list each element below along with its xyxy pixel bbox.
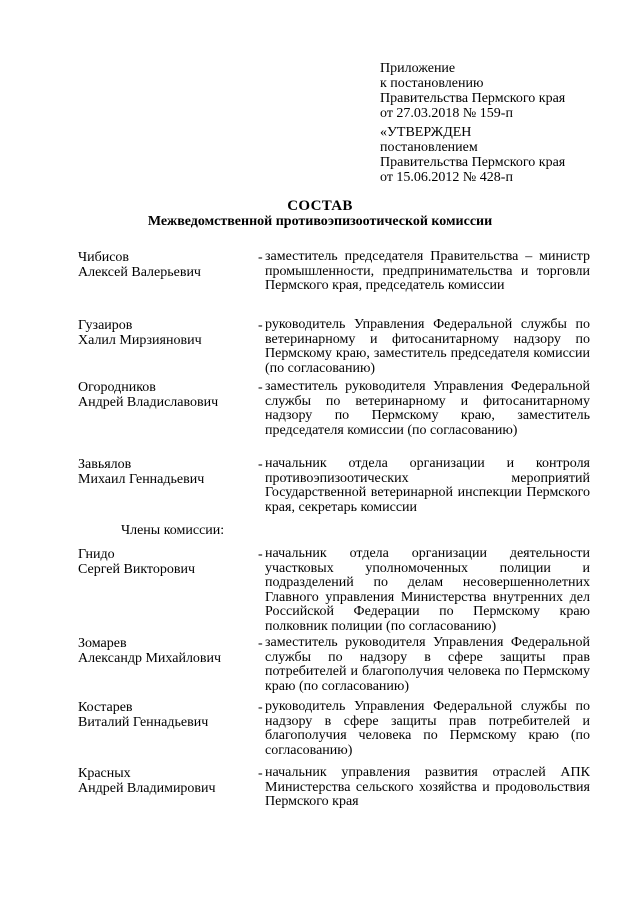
member-surname: Завьялов [78, 457, 132, 472]
member-name [78, 766, 256, 796]
member-name [78, 547, 256, 577]
member-given-name: Андрей Владимирович [78, 781, 216, 796]
member-name [78, 457, 256, 487]
member-surname: Зомарев [78, 636, 127, 651]
member-surname: Костарев [78, 700, 133, 715]
approved-line: «УТВЕРЖДЕН [380, 125, 472, 140]
member-role: начальник управления развития отраслей АПК Министерства сельского хозяйства и продовольствия Пермского края [265, 765, 590, 810]
member-role: заместитель руководителя Управления Федеральной службы по ветеринарному и фитосанитарному надзору по Пермскому краю, заместитель председателя комиссии (по согласованию) [265, 379, 590, 438]
approved-line: постановлением [380, 140, 478, 155]
member-name [78, 700, 256, 730]
annex-line: Приложение [380, 61, 456, 76]
member-surname: Чибисов [78, 250, 130, 265]
approved-line: Правительства Пермского края [380, 155, 566, 170]
dash-separator: - [258, 766, 263, 781]
member-given-name: Алексей Валерьевич [78, 265, 201, 280]
member-name [78, 380, 256, 410]
member-surname: Гузаиров [78, 318, 133, 333]
member-surname: Красных [78, 766, 131, 781]
dash-separator: - [258, 250, 263, 265]
members-heading: Члены комиссии: [121, 523, 225, 538]
dash-separator: - [258, 547, 263, 562]
member-role: заместитель руководителя Управления Федеральной службы по надзору в сфере защиты прав потребителей и благополучия человека по Пермскому краю (по согласованию) [265, 635, 590, 694]
member-name [78, 250, 256, 280]
dash-separator: - [258, 700, 263, 715]
approved-line: от 15.06.2012 № 428-п [380, 170, 513, 185]
dash-separator: - [258, 318, 263, 333]
annex-block [380, 61, 630, 121]
annex-line: Правительства Пермского края [380, 91, 566, 106]
member-given-name: Андрей Владиславович [78, 395, 219, 410]
member-given-name: Михаил Геннадьевич [78, 472, 205, 487]
member-surname: Гнидо [78, 547, 115, 562]
dash-separator: - [258, 380, 263, 395]
document-subtitle: Межведомственной противоэпизоотической комиссии [147, 214, 493, 229]
annex-line: к постановлению [380, 76, 484, 91]
member-role: руководитель Управления Федеральной службы по ветеринарному и фитосанитарному надзору по Пермскому краю, заместитель председателя комиссии (по согласованию) [265, 317, 590, 376]
dash-separator: - [258, 636, 263, 651]
dash-separator: - [258, 457, 263, 472]
member-surname: Огородников [78, 380, 156, 395]
annex-line: от 27.03.2018 № 159-п [380, 106, 513, 121]
member-role: руководитель Управления Федеральной службы по надзору в сфере защиты прав потребителей и благополучия человека по Пермскому краю (по согласованию) [265, 699, 590, 758]
member-role: начальник отдела организации деятельности участковых уполномоченных полиции и подразделений по делам несовершеннолетних Главного управления Министерства внутренних дел Российской Федерации по Пермскому краю полковник полиции (по согласованию) [265, 546, 590, 634]
member-given-name: Халил Мирзиянович [78, 333, 202, 348]
approved-block [380, 125, 630, 185]
member-given-name: Александр Михайлович [78, 651, 222, 666]
member-given-name: Сергей Викторович [78, 562, 196, 577]
member-role: заместитель председателя Правительства – министр промышленности, предпринимательства и торговли Пермского края, председатель комиссии [265, 249, 590, 294]
member-given-name: Виталий Геннадьевич [78, 715, 209, 730]
member-name [78, 318, 256, 348]
document-title: СОСТАВ [287, 198, 353, 214]
member-name [78, 636, 256, 666]
member-role: начальник отдела организации и контроля противоэпизоотических мероприятий Государственной ветеринарной инспекции Пермского края, секретарь комиссии [265, 456, 590, 515]
